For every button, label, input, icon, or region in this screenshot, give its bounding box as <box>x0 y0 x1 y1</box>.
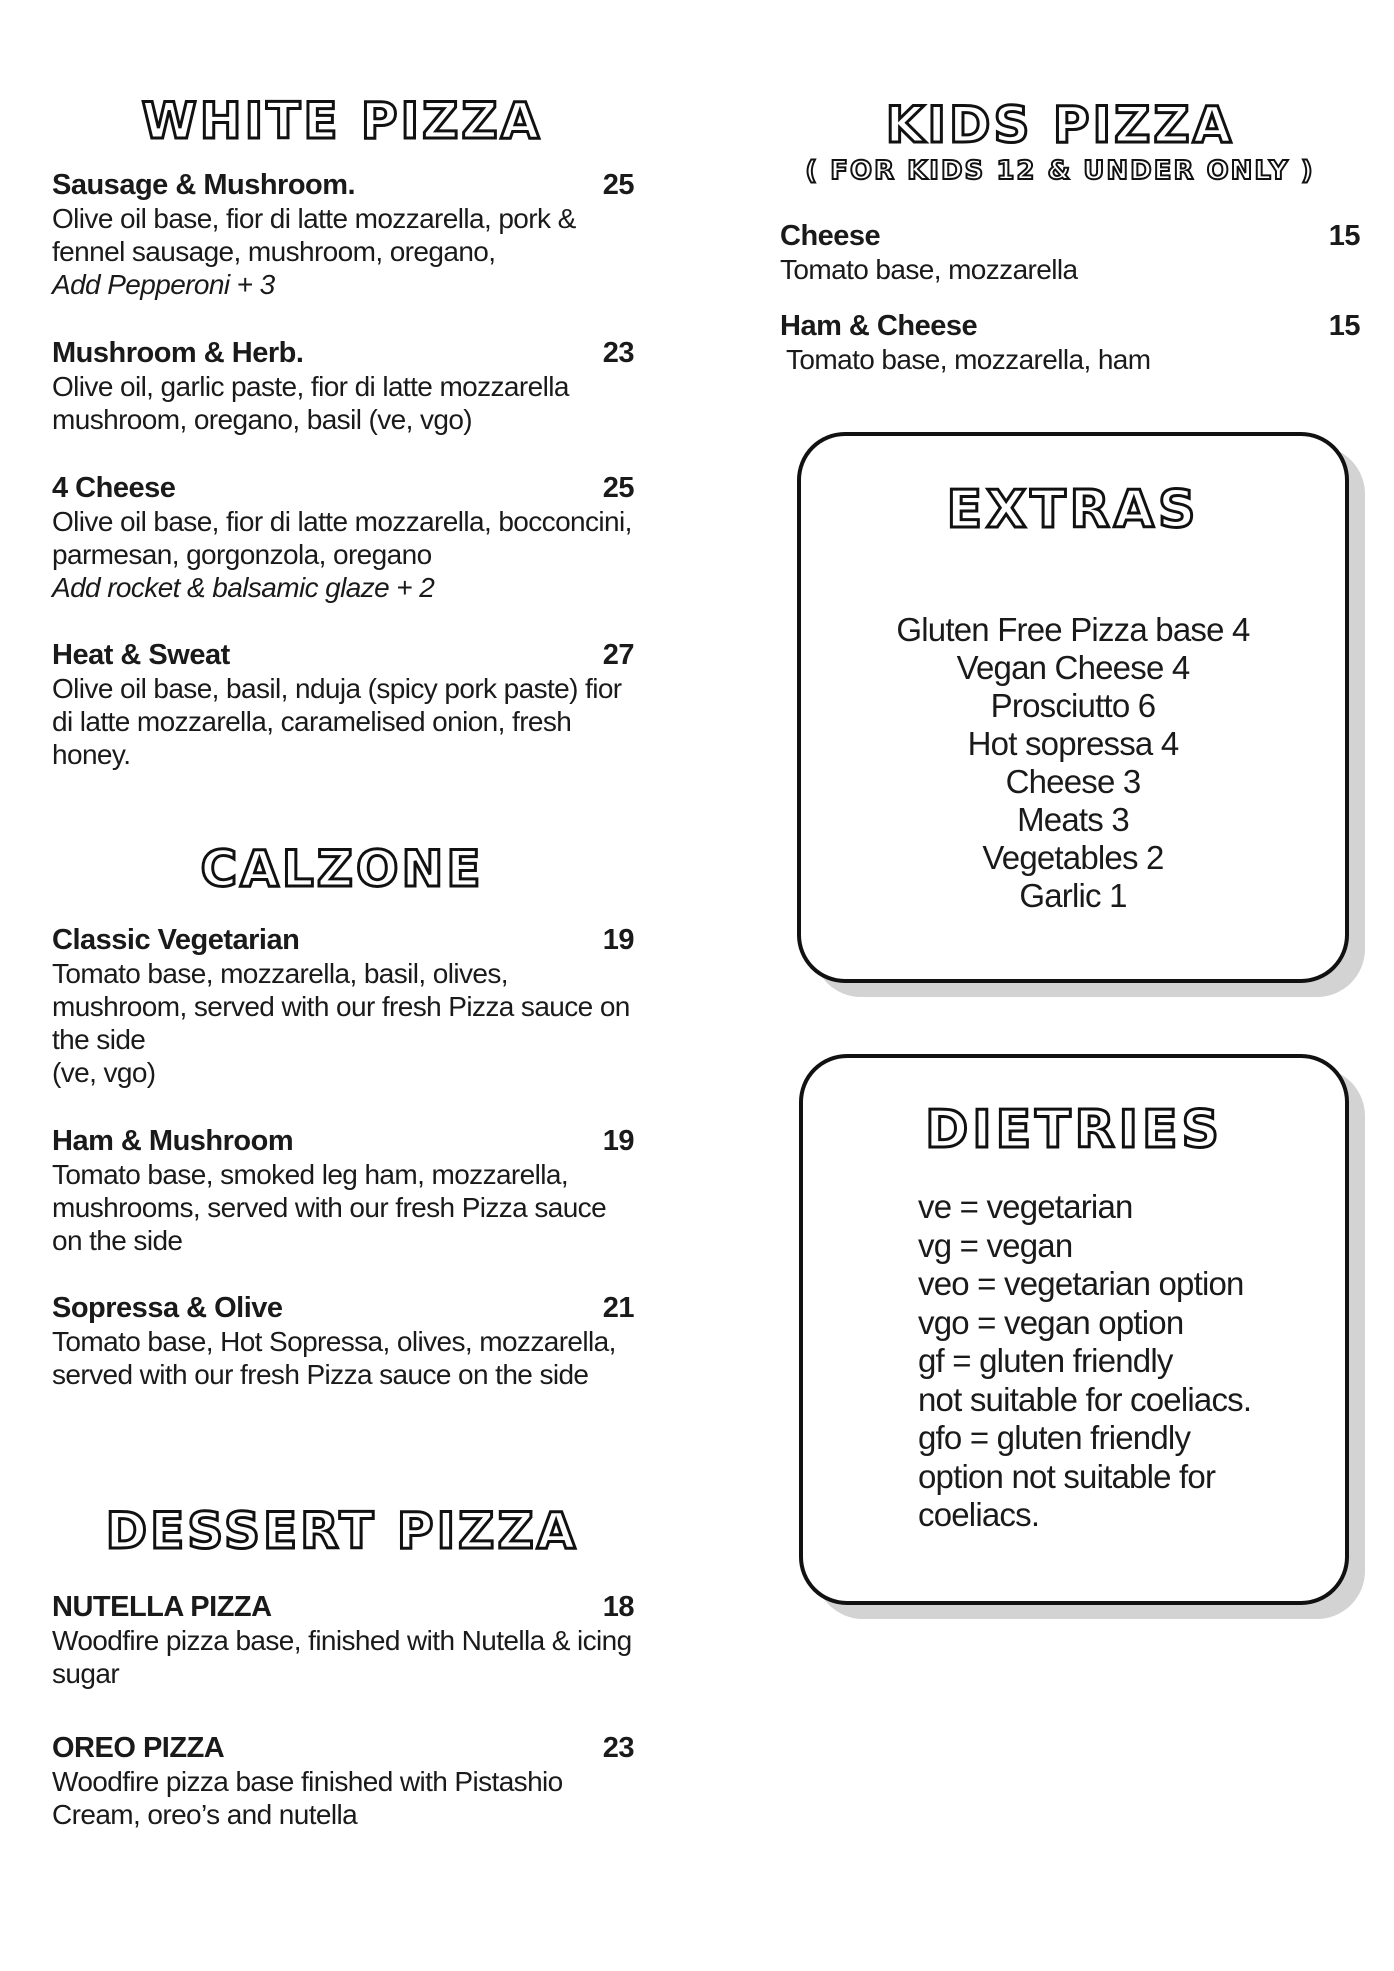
item-description: Woodfire pizza base finished with Pistashio Cream, oreo’s and nutella <box>52 1766 563 1830</box>
item-description: Tomato base, mozzarella, ham <box>786 344 1151 375</box>
item-price: 15 <box>1328 220 1360 252</box>
extras-item: Gluten Free Pizza base 4 <box>896 611 1250 648</box>
extras-item: Meats 3 <box>1017 801 1129 838</box>
extras-item: Garlic 1 <box>1019 877 1127 914</box>
item-price: 19 <box>602 1125 634 1157</box>
diet-line: not suitable for coeliacs. <box>918 1380 1252 1418</box>
item-price: 27 <box>602 639 634 671</box>
diet-line: coeliacs. <box>918 1496 1040 1533</box>
menu-item <box>52 336 634 436</box>
dessert-pizza-heading: DESSERT PIZZA <box>105 1502 579 1560</box>
item-description: Tomato base, mozzarella <box>780 254 1078 285</box>
menu-item <box>52 1291 634 1391</box>
item-price: 18 <box>602 1591 634 1623</box>
menu-item <box>52 471 634 604</box>
extras-item: Vegetables 2 <box>982 839 1164 876</box>
item-price: 23 <box>602 337 634 369</box>
extras-item: Hot sopressa 4 <box>967 725 1179 762</box>
menu-item <box>780 219 1360 286</box>
diet-line: veo = vegetarian option <box>918 1265 1244 1302</box>
item-name: Heat & Sweat <box>52 639 230 671</box>
extras-item: Cheese 3 <box>1005 763 1141 800</box>
dietries-list <box>918 1188 1325 1535</box>
extras-heading: EXTRAS <box>946 480 1200 540</box>
menu-item <box>52 168 634 301</box>
diet-line: gfo = gluten friendly <box>918 1419 1191 1456</box>
item-description: Woodfire pizza base, finished with Nutella & icing sugar <box>52 1625 632 1689</box>
diet-line: vgo = vegan option <box>918 1303 1184 1341</box>
item-name: Mushroom & Herb. <box>52 337 304 369</box>
menu-item <box>52 1124 634 1257</box>
item-note: Add Pepperoni + 3 <box>52 269 275 300</box>
item-price: 21 <box>602 1292 634 1324</box>
extras-item: Prosciutto 6 <box>990 687 1156 724</box>
menu-item <box>780 309 1360 376</box>
item-name: Classic Vegetarian <box>52 924 300 956</box>
diet-line: option not suitable for <box>918 1457 1216 1495</box>
diet-line: vg = vegan <box>918 1226 1073 1264</box>
item-price: 25 <box>602 169 634 201</box>
item-price: 15 <box>1328 310 1360 342</box>
item-description: Olive oil base, fior di latte mozzarella, pork & fennel sausage, mushroom, oregano, <box>52 203 576 267</box>
dietries-heading: DIETRIES <box>925 1100 1223 1160</box>
item-description: Tomato base, mozzarella, basil, olives, mushroom, served with our fresh Pizza sauce on the side <box>52 958 630 1055</box>
kids-pizza-subtitle: ( FOR KIDS 12 & UNDER ONLY ) <box>805 156 1315 186</box>
extras-list <box>801 611 1345 915</box>
item-name: 4 Cheese <box>52 472 176 504</box>
item-diet-tags: (ve, vgo) <box>52 1057 156 1088</box>
item-price: 19 <box>602 924 634 956</box>
item-name: Ham & Mushroom <box>52 1125 294 1157</box>
item-price: 25 <box>602 472 634 504</box>
item-name: Ham & Cheese <box>780 310 978 342</box>
white-pizza-heading: WHITE PIZZA <box>141 92 543 150</box>
item-name: NUTELLA PIZZA <box>52 1591 272 1623</box>
dietries-box <box>799 1054 1349 1605</box>
menu-item <box>52 638 634 771</box>
diet-line: gf = gluten friendly <box>918 1342 1173 1379</box>
calzone-heading: CALZONE <box>200 840 484 898</box>
item-description: Olive oil base, fior di latte mozzarella, bocconcini, parmesan, gorgonzola, oregano <box>52 506 632 570</box>
extras-item: Vegan Cheese 4 <box>956 649 1190 686</box>
item-name: Cheese <box>780 220 881 252</box>
item-description: Tomato base, smoked leg ham, mozzarella, mushrooms, served with our fresh Pizza sauce on the side <box>52 1159 607 1256</box>
extras-box <box>797 432 1349 983</box>
item-description: Tomato base, Hot Sopressa, olives, mozzarella, served with our fresh Pizza sauce on the side <box>52 1326 616 1390</box>
menu-item <box>52 1590 634 1690</box>
item-note: Add rocket & balsamic glaze + 2 <box>52 572 435 603</box>
item-name: Sopressa & Olive <box>52 1292 283 1324</box>
menu-item <box>52 1731 634 1831</box>
item-name: OREO PIZZA <box>52 1732 225 1764</box>
item-description: Olive oil, garlic paste, fior di latte mozzarella mushroom, oregano, basil (ve, vgo) <box>52 371 569 435</box>
item-price: 23 <box>602 1732 634 1764</box>
item-name: Sausage & Mushroom. <box>52 169 356 201</box>
kids-pizza-heading: KIDS PIZZA <box>885 96 1235 154</box>
menu-item <box>52 923 634 1089</box>
diet-line: ve = vegetarian <box>918 1188 1133 1225</box>
item-description: Olive oil base, basil, nduja (spicy pork paste) fior di latte mozzarella, caramelised onion, fresh honey. <box>52 673 622 770</box>
